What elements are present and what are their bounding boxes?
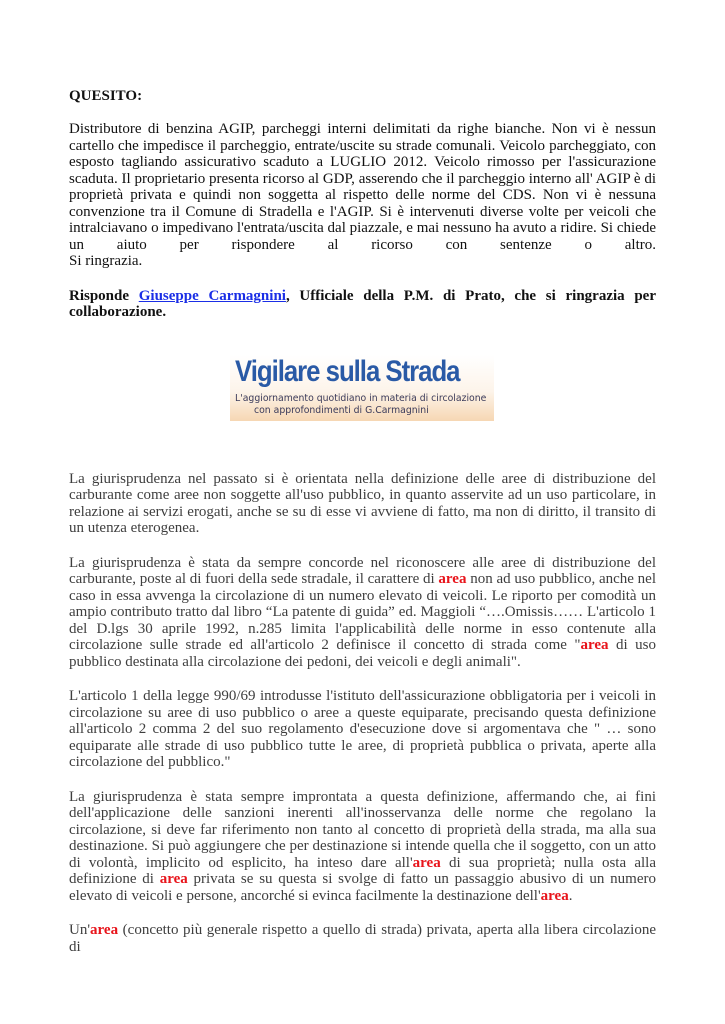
logo-subtitle-line2: con approfondimenti di G.Carmagnini <box>254 404 429 416</box>
highlighted-term: area <box>159 871 188 887</box>
paragraph <box>69 789 656 905</box>
paragraph <box>69 471 656 537</box>
answer-credit <box>69 288 656 321</box>
highlighted-term: area <box>540 887 569 904</box>
text-segment: La giurisprudenza è stata da sempre concorde nel riconoscere alle aree di distribuzione del carburante, poste al di fuori della sede stradale, il carattere di <box>69 554 656 587</box>
text-segment: di sua proprietà; nulla osta alla definizione di <box>69 854 657 887</box>
logo-title: Vigilare sulla Strada <box>235 354 460 388</box>
author-link[interactable]: Giuseppe Carmagnini <box>138 287 286 304</box>
paragraph <box>69 688 656 771</box>
text-segment: di uso pubblico destinata alla circolazione dei pedoni, dei veicoli e degli animali". <box>69 637 656 670</box>
credit-suffix: , Ufficiale della P.M. di Prato, che si ringrazia per collaborazione. <box>69 287 656 320</box>
highlighted-term: area <box>90 922 119 938</box>
text-segment: privata se su questa si svolge di fatto un passaggio abusivo di un numero elevato di veicoli e persone, ancorché si evinca facilmente la destinazione dell' <box>69 871 656 904</box>
question-closing: Si ringrazia. <box>69 253 143 269</box>
text-segment: La giurisprudenza è stata sempre improntata a questa definizione, affermando che, ai fini dell'applicazione delle sanzioni inerenti all'inosservanza delle norme che regolano la circolazione, si deve far riferimento non tanto al concetto di proprietà della strada, ma alla sua destinazione. Si può aggiungere che per destinazione si intende quella che il soggetto, con un atto di volontà, implicito od esplicito, ha inteso dare all' <box>69 788 656 871</box>
credit-prefix: Risponde <box>69 287 139 304</box>
text-segment: La giurisprudenza nel passato si è orientata nella definizione delle aree di distribuzione del carburante come aree non soggette all'uso pubblico, in quanto asservite ad un uso particolare, in relazione ai servizi erogati, anche se su di esse vi avviene di fatto, ma non di diritto, il transito di un utenza eterogenea. <box>69 470 656 536</box>
highlighted-term: area <box>438 571 467 587</box>
text-segment: non ad uso pubblico, anche nel caso in essa avvenga la circolazione di un numero elevato di veicoli. Le riporto per comodità un ampio contributo tratto dal libro “La patente di guida” ed. Maggioli “….Omissis…… L'articolo 1 del D.lgs 30 aprile 1992, n.285 limita l'applicabilità delle norme in esso contenute alla circolazione sulle strade ed all'articolo 2 definisce il concetto di strada come " <box>69 571 657 653</box>
paragraph <box>69 922 656 955</box>
logo-subtitle-line1: L'aggiornamento quotidiano in materia di circolazione <box>235 392 487 404</box>
document-page <box>69 0 656 955</box>
text-segment: (concetto più generale rispetto a quello di strada) privata, aperta alla libera circolazione di <box>69 922 656 955</box>
section-heading: QUESITO: <box>69 88 143 104</box>
text-segment: Un' <box>69 922 91 938</box>
paragraph <box>69 555 656 671</box>
text-segment: L'articolo 1 della legge 990/69 introdusse l'istituto dell'assicurazione obbligatoria per i veicoli in circolazione su aree di uso pubblico o aree a queste equiparate, precisando questa definizione all'articolo 2 comma 2 del suo regolamento d'esecuzione dove si argomentava che " … sono equiparate alle strade di uso pubblico tutte le aree, di proprietà pubblica o privata, aperte alla circolazione del pubblico." <box>69 688 656 770</box>
question-text: Distributore di benzina AGIP, parcheggi interni delimitati da righe bianche. Non vi è nessun cartello che impedisce il parcheggio, entrate/uscite su strade comunali. Veicolo parcheggiato, con esposto tagliando assicurativo scaduto a LUGLIO 2012. Veicolo rimosso per l'assicurazione scaduta. Il proprietario presenta ricorso al GDP, asserendo che il parcheggio interno all' AGIP è di proprietà privata e quindi non soggetta al rispetto delle norme del CDS. Non vi è nessuna convenzione tra il Comune di Stradella e l'AGIP. Si è intervenuti diverse volte per veicoli che intralciavano o impedivano l'entrata/uscita dal piazzale, e mai nessuno ha avuto a ridire. Si chiede un aiuto per rispondere al ricorso con sentenze o altro. <box>69 121 656 253</box>
highlighted-term: area <box>412 854 441 871</box>
vigilare-sulla-strada-logo <box>230 355 494 421</box>
highlighted-term: area <box>580 637 609 653</box>
text-segment: . <box>568 887 573 904</box>
